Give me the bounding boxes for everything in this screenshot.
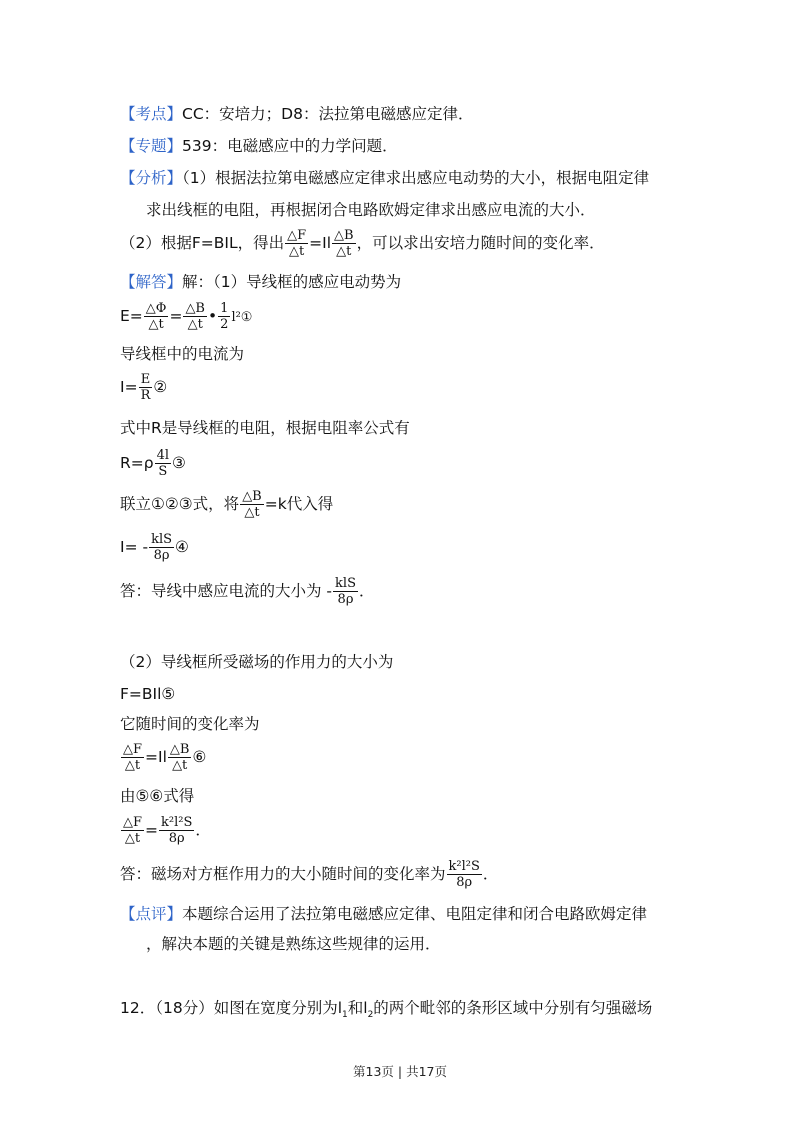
jieda-tag: 【解答】 [120,273,183,291]
fenxi-text-1: （1）根据法拉第电磁感应定律求出感应电动势的大小，根据电阻定律 [182,169,650,187]
dianping-line-2: ，解决本题的关键是熟练这些规律的运用． [146,935,441,953]
fenxi-tag: 【分析】 [120,169,183,187]
fraction-E-R: $\frac{E}{R}$ [140,372,151,403]
zhuanti-tag: 【专题】 [120,137,183,155]
equation-6: $\frac{\triangle F}{\triangle t}$ =Il $\frac{\triangle B}{\triangle t}$ ⑥ [123,742,207,773]
fraction-dB-dt: $\frac{\triangle B}{\triangle t}$ [334,228,354,259]
equation-3: R=ρ $\frac{4l}{S}$ ③ [120,448,186,479]
fraction-dB-dt: $\frac{\triangle B}{\triangle t}$ [185,301,205,332]
line-R: 式中R是导线框的电阻，根据电阻率公式有 [120,419,410,437]
fraction-half: $\frac{1}{2}$ [220,301,229,332]
fraction-4l-S: $\frac{4l}{S}$ [156,448,170,479]
kaodian-line [120,104,473,124]
kaodian-text: CC：安培力；D8：法拉第电磁感应定律． [182,105,474,123]
fraction-dF-dt: $\frac{\triangle F}{\triangle t}$ [123,742,143,773]
answer-2: 答：磁场对方框作用力的大小随时间的变化率为 $\frac{\text{k²l²S}}{8\rho}$ ． [120,859,499,890]
fraction-k2l2S-8rho: $\frac{\text{k²l²S}}{8\rho}$ [161,815,193,846]
question-12: 12．（18分）如图在宽度分别为$l_1$和$l_2$的两个毗邻的条形区域中分别有匀强磁场 [120,999,653,1021]
zhuanti-line [120,136,398,156]
line-current: 导线框中的电流为 [120,345,245,363]
page-footer: 第13页 | 共17页 [353,1064,447,1079]
fraction-dB-dt: $\frac{\triangle B}{\triangle t}$ [242,489,262,520]
dianping-tag: 【点评】 [120,905,183,923]
equation-1: E= $\frac{\triangle\Phi}{\triangle t}$ = $\frac{\triangle B}{\triangle t}$ • $\frac{1}{2}$ l²① [120,301,253,332]
fraction-klS-8rho: $\frac{\text{klS}}{8\rho}$ [335,576,356,607]
equation-2: I= $\frac{E}{R}$ ② [120,372,168,403]
fraction-klS-8rho: $\frac{\text{klS}}{8\rho}$ [151,532,173,563]
line-lianli: 联立①②③式，将 $\frac{\triangle B}{\triangle t}$ =k代入得 [120,489,334,520]
jieda-line: 【解答】解：（1）导线框的感应电动势为 [120,273,402,291]
fraction-dB-dt: $\frac{\triangle B}{\triangle t}$ [169,742,190,773]
equation-4: I= - $\frac{\text{klS}}{8\rho}$ ④ [120,532,189,563]
line-you: 由⑤⑥式得 [120,787,195,805]
fraction-dF-dt: $\frac{\triangle F}{\triangle t}$ [287,228,307,259]
equation-7: $\frac{\triangle F}{\triangle t}$ = $\frac{\text{k²l²S}}{8\rho}$ ． [123,815,211,846]
dianping-line-1: 【点评】本题综合运用了法拉第电磁感应定律、电阻定律和闭合电路欧姆定律 [120,905,648,923]
fenxi-line-3: （2）根据F=BIL，得出 $\frac{\triangle F}{\triangle t}$ =Il $\frac{\triangle B}{\triangle t}$ ，可以求出安培力随时间的变化率． [120,228,605,259]
part-2: （2）导线框所受磁场的作用力的大小为 [120,653,394,671]
answer-1: 答：导线中感应电流的大小为 - $\frac{\text{klS}}{8\rho}$ ． [120,576,375,607]
fraction-dF-dt: $\frac{\triangle F}{\triangle t}$ [123,815,143,846]
kaodian-tag: 【考点】 [120,105,183,123]
equation-5: F=BIl⑤ [120,685,176,703]
fenxi-p2-pre: （2）根据F=BIL，得出 [120,234,285,252]
line-rate: 它随时间的变化率为 [120,715,260,733]
fraction-k2l2S-8rho: $\frac{\text{k²l²S}}{8\rho}$ [448,859,480,890]
fenxi-line-1 [120,168,649,188]
fenxi-line-2: 求出线框的电阻，再根据闭合电路欧姆定律求出感应电流的大小． [146,201,596,219]
zhuanti-text: 539：电磁感应中的力学问题． [182,137,398,155]
fraction-dPhi-dt: $\frac{\triangle\Phi}{\triangle t}$ [145,301,167,332]
